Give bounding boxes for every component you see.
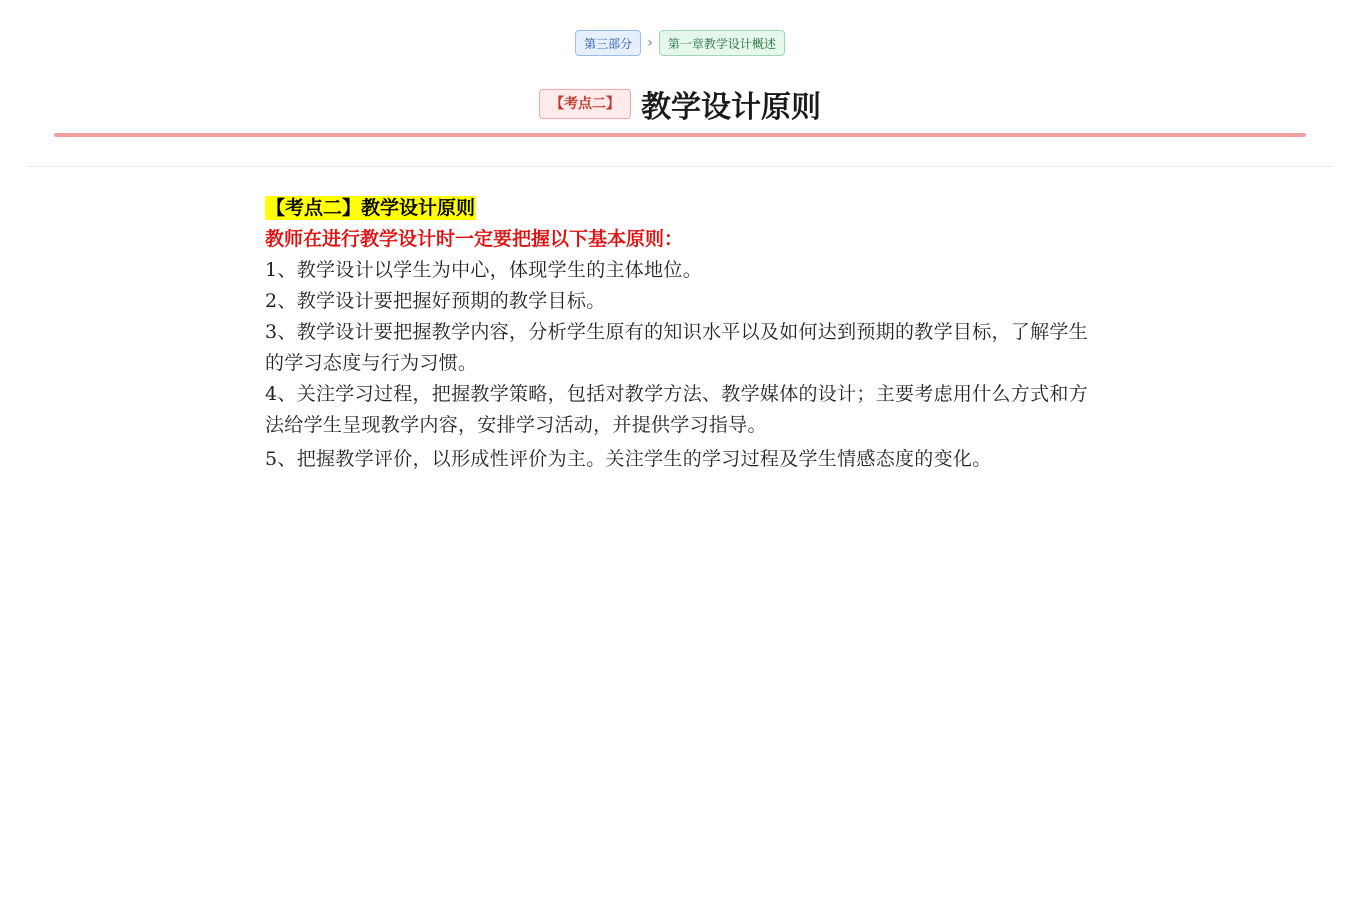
principle-item-2: 2、教学设计要把握好预期的教学目标。 [265,290,606,312]
principle-item-3: 3、教学设计要把握教学内容，分析学生原有的知识水平以及如何达到预期的教学目标，了解学生的学习态度与行为习惯。 [265,321,1088,374]
section-heading-line [265,193,1105,224]
breadcrumb [0,30,1360,56]
title-row [0,82,1360,126]
principle-item-5: 5、把握教学评价，以形成性评价为主。关注学生的学习过程及学生情感态度的变化。 [265,448,992,470]
topic-tag: 【考点二】 [539,89,631,119]
principle-item-1: 1、教学设计以学生为中心，体现学生的主体地位。 [265,259,702,281]
breadcrumb-chapter[interactable]: 第一章教学设计概述 [659,30,785,56]
page-header [0,0,1360,140]
title-underline [54,133,1306,137]
principle-item-4: 4、关注学习过程，把握教学策略，包括对教学方法、教学媒体的设计；主要考虑用什么方式和方法给学生呈现教学内容，安排学习活动，并提供学习指导。 [265,383,1088,436]
document-content [265,193,1105,475]
chevron-right-icon: › [647,35,653,51]
section-heading: 【考点二】教学设计原则 [266,197,476,219]
page-title: 教学设计原则 [641,90,821,125]
breadcrumb-part[interactable]: 第三部分 [575,30,641,56]
header-divider [28,166,1332,167]
lead-text: 教师在进行教学设计时一定要把握以下基本原则： [265,228,684,250]
